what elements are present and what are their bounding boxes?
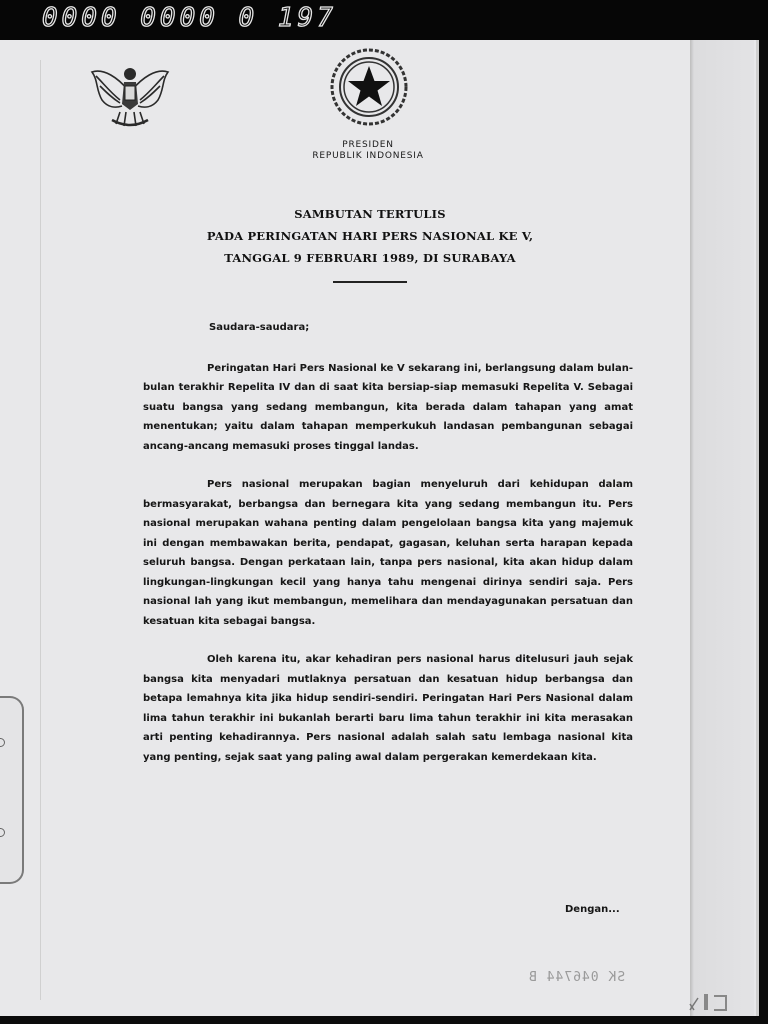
continuation-word: Dengan... [565,904,620,915]
binder-hole-bottom [0,828,5,837]
title-line-2: PADA PERINGATAN HARI PERS NASIONAL KE V, [206,229,534,243]
document-title [150,203,590,269]
binder-hole-top [0,738,5,747]
microfilm-header-strip [0,0,768,40]
paragraph-3: Oleh karena itu, akar kehadiran pers nasional harus ditelusuri jauh sejak bangsa kita menyadari mutlaknya persatuan dan kesatuan hidup berbangsa dan betapa lemahnya kita jika hidup sendiri-sendiri. Peringatan Hari Pers Nasional dalam lima tahun terakhir ini bukanlah berarti baru lima tahun terakhir ini kita merasakan arti penting kehadirannya. Pers nasional adalah salah satu lembaga nasional kita yang penting, sejak saat yang paling awal dalam pergerakan kemerdekaan kita. [143,654,633,763]
letterhead [268,140,468,162]
title-line-1: SAMBUTAN TERTULIS [294,207,446,221]
title-line-3: TANGGAL 9 FEBRUARI 1989, DI SURABAYA [224,251,516,265]
page-edge-shadow [690,40,754,1016]
corner-scan-mark-icon [688,990,734,1012]
paragraph-2: Pers nasional merupakan bagian menyeluruh dari kehidupan dalam bermasyarakat, berbangsa dan bernegara kita yang sedang membangun itu. Pers nasional merupakan wahana penting dalam pengelolaan bangsa kita yang majemuk ini dengan membawakan berita, pendapat, gagasan, keluhan serta harapan kepada seluruh bangsa. Dengan perkataan lain, tanpa pers nasional, kita akan hidup dalam lingkungan-lingkungan kecil yang hanya tahu mengenai dirinya sendiri saja. Pers nasional lah yang ikut membangun, memelihara dan mendayagunakan persatuan dan kesatuan kita sebagai bangsa. [143,479,633,627]
salutation: Saudara-saudara; [209,322,310,333]
microfilm-frame-number: 0000 0000 0 197 [42,3,337,33]
paragraph-1: Peringatan Hari Pers Nasional ke V sekarang ini, berlangsung dalam bulan-bulan terakhir Repelita IV dan di saat kita bersiap-siap memasuki Repelita V. Sebagai suatu bangsa yang sedang membangun, kita berada dalam tahapan yang amat menentukan; yaitu dalam tahapan memperkukuh landasan pembangunan sebagai ancang-ancang memasuki proses tinggal landas. [143,362,633,452]
speech-body [143,318,633,786]
archive-stamp: SK 046744 B [528,970,626,985]
presidential-seal-icon [328,46,410,128]
garuda-emblem-icon [90,60,170,138]
letterhead-line-1: PRESIDEN [342,140,394,150]
title-underline [333,281,407,283]
binder-tab [0,696,24,884]
letterhead-line-2: REPUBLIK INDONESIA [312,151,424,161]
